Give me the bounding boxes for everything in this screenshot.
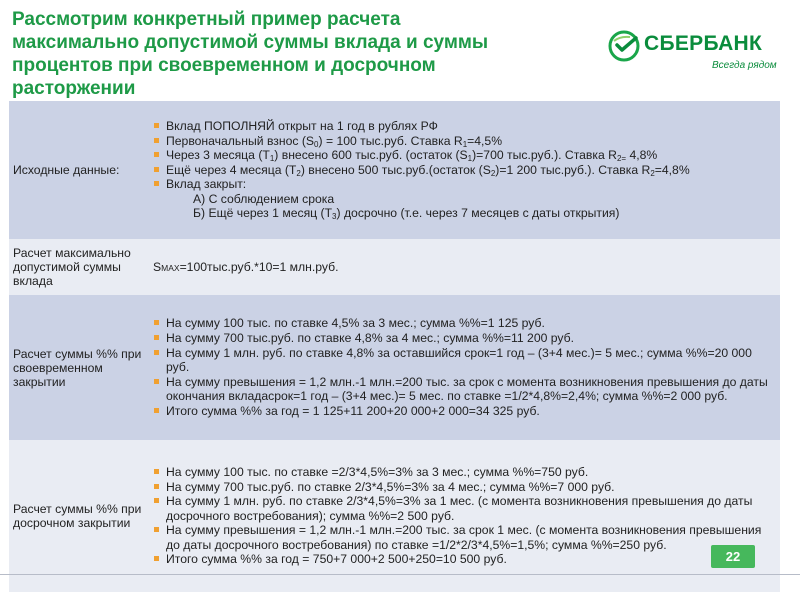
list-item: Б) Ещё через 1 месяц $(Т_3)$ досрочно (т.е. через 7 месяцев с даты открытия) (193, 206, 620, 222)
list-item: Вклад ПОПОЛНЯЙ открыт на 1 год в рублях РФ (153, 119, 776, 134)
list-item: На сумму 700 тыс.руб. по ставке 2/3*4,5%=3% за 4 мес.; сумма %%=7 000 руб. (153, 480, 776, 495)
title-line: расторжении (12, 78, 136, 99)
logo-name: СБЕРБАНК (644, 32, 763, 55)
list-item: На сумму 100 тыс. по ставке 4,5% за 3 мес.; сумма %%=1 125 руб. (153, 316, 776, 331)
bullet-list (153, 465, 776, 567)
list-item: На сумму превышения = 1,2 млн.-1 млн.=200 тыс. за срок 1 мес. (с момента возникновения превышения до даты досрочного востребования) по ставке =1/2*2/3*4,5%=1,5%; сумма %%=250 руб. (153, 523, 776, 552)
table-row-max-sum (9, 239, 780, 295)
list-item: Через 3 месяца $(Т_1)$ внесено 600 тыс.руб. (остаток $(S_1)=700$ тыс.руб.). Ставка $R_{2=}$ 4,8% (153, 148, 776, 163)
page-title (12, 8, 602, 100)
list-item: Вклад закрыт: (153, 177, 776, 192)
row-content (147, 295, 780, 440)
row-content (147, 239, 780, 295)
bullet-list (153, 119, 776, 221)
logo-slogan: Всегда рядом (712, 60, 777, 71)
row-content (147, 101, 780, 239)
bullet-list (153, 316, 776, 418)
list-item: На сумму 100 тыс. по ставке =2/3*4,5%=3% за 3 мес.; сумма %%=750 руб. (153, 465, 776, 480)
row-content (147, 440, 780, 592)
table-row-timely-closing (9, 295, 780, 440)
sberbank-logo (608, 30, 788, 80)
row-label: Расчет суммы %% при своевременном закрытии (9, 295, 147, 440)
title-line: максимально допустимой суммы вклада и суммы (12, 32, 489, 53)
page-number-badge: 22 (711, 545, 755, 568)
sberbank-logo-icon (608, 30, 640, 62)
list-item: А) С соблюдением срока (193, 191, 335, 206)
row-label: Расчет максимально допустимой суммы вклада (9, 239, 147, 295)
row-label: Расчет суммы %% при досрочном закрытии (9, 440, 147, 592)
table-row-source-data (9, 101, 780, 239)
list-item: Ещё через 4 месяца $(Т_2)$ внесено 500 тыс.руб.(остаток $(S_2)=1$ 200 тыс.руб.). Ставка $R_2=4,8\%$ (153, 163, 776, 178)
list-item: На сумму превышения = 1,2 млн.-1 млн.=200 тыс. за срок с момента возникновения превышения до даты окончания вкладасрок=1 год – (3+4 мес.)= 5 мес. по ставке =1/2*4,8%=2,4%; сумма %%=2 000 руб. (153, 375, 776, 404)
list-item: Итого сумма %% за год = 750+7 000+2 500+250=10 500 руб. (153, 552, 776, 567)
list-item: Первоначальный взнос $(S_0) = 100$ тыс.руб. Ставка $R_1=4,5\%$ (153, 134, 776, 149)
footer-divider (0, 574, 800, 575)
title-line: процентов при своевременном и досрочном (12, 55, 436, 76)
list-item: На сумму 1 млн. руб. по ставке 4,8% за оставшийся срок=1 год – (3+4 мес.)= 5 мес.; сумма %%=20 000 руб. (153, 346, 776, 375)
calculation-table (9, 101, 780, 592)
title-line: Рассмотрим конкретный пример расчета (12, 9, 401, 30)
table-row-early-closing (9, 440, 780, 592)
list-item: На сумму 1 млн. руб. по ставке 2/3*4,5%=3% за 1 мес. (с момента возникновения превышения до даты досрочного востребования); сумма %%=2 500 руб. (153, 494, 776, 523)
max-sum-formula: SMAX=100тыс.руб.*10=1 млн.руб. (153, 260, 339, 274)
list-item: На сумму 700 тыс.руб. по ставке 4,8% за 4 мес.; сумма %%=11 200 руб. (153, 331, 776, 346)
row-label: Исходные данные: (9, 101, 147, 239)
list-item: Итого сумма %% за год = 1 125+11 200+20 000+2 000=34 325 руб. (153, 404, 776, 419)
